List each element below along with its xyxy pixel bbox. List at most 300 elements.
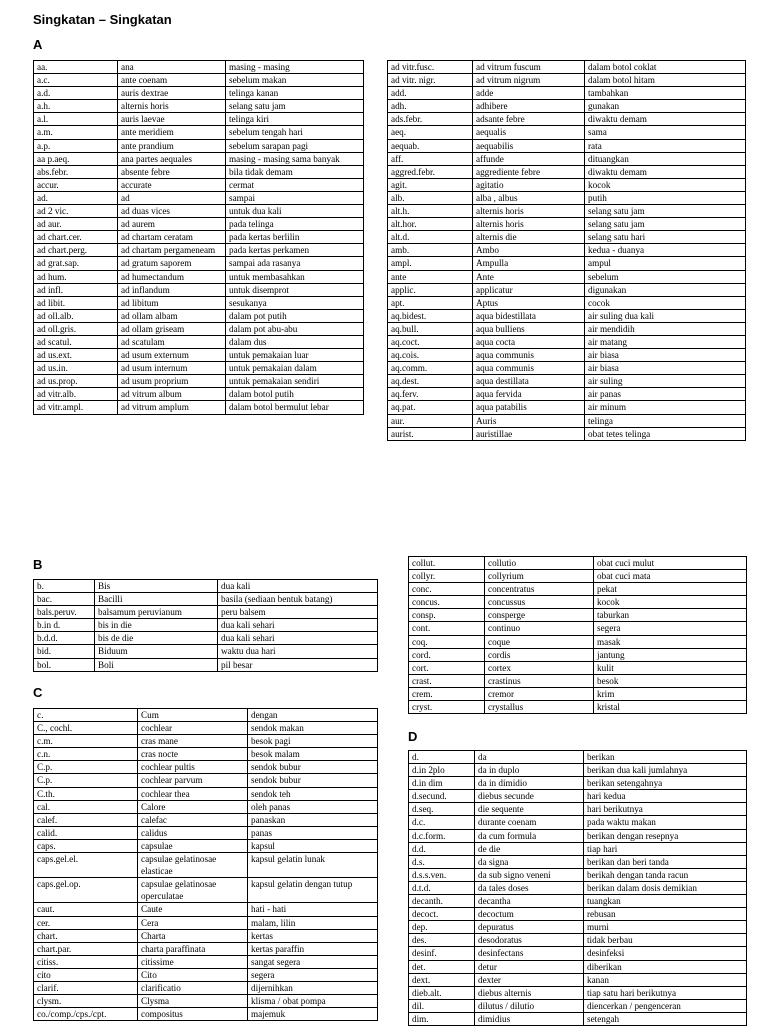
- abbreviation-cell: cont.: [409, 622, 485, 635]
- meaning-cell: sebelum tengah hari: [226, 126, 364, 139]
- meaning-cell: hari kedua: [584, 790, 747, 803]
- table-row: [409, 868, 747, 881]
- table-row: [388, 322, 746, 335]
- abbreviation-cell: ad oll.alb.: [34, 309, 118, 322]
- meaning-cell: obat tetes telinga: [585, 427, 746, 440]
- meaning-cell: sesukanya: [226, 296, 364, 309]
- latin-cell: aequalis: [473, 126, 585, 139]
- table-row: [388, 427, 746, 440]
- latin-cell: de die: [475, 842, 584, 855]
- meaning-cell: panas: [248, 826, 378, 839]
- table-row: [409, 635, 747, 648]
- abbreviation-cell: alt.h.: [388, 205, 473, 218]
- abbreviation-cell: d.seq.: [409, 803, 475, 816]
- abbreviation-cell: aq.dest.: [388, 375, 473, 388]
- latin-cell: auris laevae: [118, 113, 226, 126]
- meaning-cell: panaskan: [248, 813, 378, 826]
- latin-cell: agitatio: [473, 178, 585, 191]
- meaning-cell: dengan: [248, 709, 378, 722]
- abbreviation-cell: d.t.d.: [409, 881, 475, 894]
- meaning-cell: obat cuci mulut: [594, 557, 747, 570]
- table-row: [34, 309, 364, 322]
- abbreviation-cell: ad oll.gris.: [34, 322, 118, 335]
- meaning-cell: air minum: [585, 401, 746, 414]
- table-row: [34, 257, 364, 270]
- latin-cell: alternis horis: [118, 100, 226, 113]
- meaning-cell: basila (sediaan bentuk batang): [218, 593, 378, 606]
- meaning-cell: kapsul gelatin lunak: [248, 853, 378, 878]
- latin-cell: crystallus: [485, 701, 594, 714]
- meaning-cell: sendok bubur: [248, 774, 378, 787]
- abbreviation-cell: add.: [388, 87, 473, 100]
- abbreviation-cell: abs.febr.: [34, 165, 118, 178]
- abbreviation-cell: desinf.: [409, 947, 475, 960]
- latin-cell: da sub signo veneni: [475, 868, 584, 881]
- abbreviation-cell: co./comp./cps./cpt.: [34, 1008, 138, 1021]
- table-row: [409, 895, 747, 908]
- meaning-cell: pekat: [594, 583, 747, 596]
- abbreviation-cell: cryst.: [409, 701, 485, 714]
- table-row: [388, 349, 746, 362]
- abbreviation-cell: aa.: [34, 61, 118, 74]
- table-row: [409, 701, 747, 714]
- meaning-cell: untuk pemakaian sendiri: [226, 375, 364, 388]
- latin-cell: Clysma: [138, 995, 248, 1008]
- abbreviation-cell: alt.d.: [388, 231, 473, 244]
- abbreviation-cell: caut.: [34, 903, 138, 916]
- meaning-cell: kertas paraffin: [248, 942, 378, 955]
- latin-cell: cordis: [485, 648, 594, 661]
- abbreviation-cell: consp.: [409, 609, 485, 622]
- meaning-cell: waktu dua hari: [218, 645, 378, 658]
- table-row: [34, 61, 364, 74]
- abbreviation-cell: aeq.: [388, 126, 473, 139]
- section-heading-c: C: [33, 685, 43, 700]
- abbreviation-cell: d.s.: [409, 855, 475, 868]
- latin-cell: ad usum internum: [118, 362, 226, 375]
- latin-cell: aqua cocta: [473, 335, 585, 348]
- table-row: [409, 583, 747, 596]
- meaning-cell: murni: [584, 921, 747, 934]
- abbrev-table-c-right: [408, 556, 747, 714]
- latin-cell: da: [475, 751, 584, 764]
- abbreviation-cell: caps.gel.op.: [34, 878, 138, 903]
- latin-cell: aqua communis: [473, 362, 585, 375]
- abbreviation-cell: clarif.: [34, 981, 138, 994]
- abbreviation-cell: aq.ferv.: [388, 388, 473, 401]
- latin-cell: diebus alternis: [475, 986, 584, 999]
- table-row: [34, 126, 364, 139]
- table-row: [34, 322, 364, 335]
- meaning-cell: pada kertas berlilin: [226, 231, 364, 244]
- abbreviation-cell: b.in d.: [34, 619, 95, 632]
- latin-cell: cochlear thea: [138, 787, 248, 800]
- meaning-cell: pil besar: [218, 658, 378, 671]
- abbreviation-cell: ad vitr.alb.: [34, 388, 118, 401]
- meaning-cell: berikan dan beri tanda: [584, 855, 747, 868]
- meaning-cell: air suling dua kali: [585, 309, 746, 322]
- meaning-cell: hari berikutnya: [584, 803, 747, 816]
- abbreviation-cell: ads.febr.: [388, 113, 473, 126]
- meaning-cell: tidak berbau: [584, 934, 747, 947]
- latin-cell: cras nocte: [138, 748, 248, 761]
- meaning-cell: tiap satu hari berikutnya: [584, 986, 747, 999]
- table-row: [409, 570, 747, 583]
- abbreviation-cell: dep.: [409, 921, 475, 934]
- meaning-cell: kocok: [585, 178, 746, 191]
- abbreviation-cell: aff.: [388, 152, 473, 165]
- table-row: [409, 803, 747, 816]
- abbreviation-cell: ampl.: [388, 257, 473, 270]
- latin-cell: Ampulla: [473, 257, 585, 270]
- latin-cell: ad scatulam: [118, 335, 226, 348]
- table-row: [409, 816, 747, 829]
- meaning-cell: air suling: [585, 375, 746, 388]
- abbreviation-cell: d.s.s.ven.: [409, 868, 475, 881]
- abbreviation-cell: c.n.: [34, 748, 138, 761]
- abbreviation-cell: a.d.: [34, 87, 118, 100]
- abbreviation-cell: aur.: [388, 414, 473, 427]
- latin-cell: da signa: [475, 855, 584, 868]
- table-row: [409, 764, 747, 777]
- abbreviation-cell: bol.: [34, 658, 95, 671]
- latin-cell: cras mane: [138, 735, 248, 748]
- abbrev-table-a-right: [387, 60, 746, 441]
- latin-cell: coque: [485, 635, 594, 648]
- meaning-cell: dituangkan: [585, 152, 746, 165]
- table-row: [34, 139, 364, 152]
- meaning-cell: tuangkan: [584, 895, 747, 908]
- latin-cell: adhibere: [473, 100, 585, 113]
- abbreviation-cell: ad infl.: [34, 283, 118, 296]
- abbreviation-cell: c.m.: [34, 735, 138, 748]
- abbreviation-cell: amb.: [388, 244, 473, 257]
- latin-cell: compositus: [138, 1008, 248, 1021]
- meaning-cell: diberikan: [584, 960, 747, 973]
- table-row: [34, 388, 364, 401]
- abbreviation-cell: dil.: [409, 999, 475, 1012]
- meaning-cell: oleh panas: [248, 800, 378, 813]
- abbreviation-cell: citiss.: [34, 955, 138, 968]
- latin-cell: depuratus: [475, 921, 584, 934]
- meaning-cell: untuk dua kali: [226, 205, 364, 218]
- meaning-cell: kanan: [584, 973, 747, 986]
- abbrev-table-a-left: [33, 60, 364, 415]
- latin-cell: Charta: [138, 929, 248, 942]
- meaning-cell: berikan dalam dosis demikian: [584, 881, 747, 894]
- latin-cell: absente febre: [118, 165, 226, 178]
- meaning-cell: sebelum: [585, 270, 746, 283]
- table-row: [34, 942, 378, 955]
- table-row: [409, 557, 747, 570]
- meaning-cell: selang satu jam: [226, 100, 364, 113]
- latin-cell: Bis: [95, 580, 218, 593]
- table-row: [409, 751, 747, 764]
- meaning-cell: dalam pot abu-abu: [226, 322, 364, 335]
- meaning-cell: malam, lilin: [248, 916, 378, 929]
- table-row: [34, 593, 378, 606]
- table-row: [409, 596, 747, 609]
- table-row: [34, 401, 364, 414]
- abbreviation-cell: applic.: [388, 283, 473, 296]
- latin-cell: da in dimidio: [475, 777, 584, 790]
- abbreviation-cell: accur.: [34, 178, 118, 191]
- meaning-cell: bila tidak demam: [226, 165, 364, 178]
- abbreviation-cell: ad aur.: [34, 218, 118, 231]
- latin-cell: desodoratus: [475, 934, 584, 947]
- table-row: [409, 687, 747, 700]
- table-row: [388, 309, 746, 322]
- table-row: [34, 761, 378, 774]
- meaning-cell: pada waktu makan: [584, 816, 747, 829]
- meaning-cell: berikah dengan tanda racun: [584, 868, 747, 881]
- table-row: [388, 414, 746, 427]
- latin-cell: da in duplo: [475, 764, 584, 777]
- latin-cell: Aptus: [473, 296, 585, 309]
- meaning-cell: digunakan: [585, 283, 746, 296]
- abbreviation-cell: a.m.: [34, 126, 118, 139]
- meaning-cell: setengah: [584, 1012, 747, 1025]
- latin-cell: Cito: [138, 968, 248, 981]
- table-row: [34, 296, 364, 309]
- latin-cell: capsulae: [138, 839, 248, 852]
- abbreviation-cell: aq.coct.: [388, 335, 473, 348]
- abbreviation-cell: dieb.alt.: [409, 986, 475, 999]
- meaning-cell: telinga: [585, 414, 746, 427]
- meaning-cell: masing - masing: [226, 61, 364, 74]
- meaning-cell: air mendidih: [585, 322, 746, 335]
- latin-cell: ad usum proprium: [118, 375, 226, 388]
- table-row: [34, 955, 378, 968]
- meaning-cell: untuk pemakaian luar: [226, 349, 364, 362]
- meaning-cell: peru balsem: [218, 606, 378, 619]
- meaning-cell: pada kertas perkamen: [226, 244, 364, 257]
- table-row: [34, 826, 378, 839]
- latin-cell: ad gratum saporem: [118, 257, 226, 270]
- latin-cell: charta paraffinata: [138, 942, 248, 955]
- meaning-cell: dua kali sehari: [218, 619, 378, 632]
- abbreviation-cell: ad vitr. nigr.: [388, 74, 473, 87]
- table-row: [34, 981, 378, 994]
- abbreviation-cell: conc.: [409, 583, 485, 596]
- abbreviation-cell: a.l.: [34, 113, 118, 126]
- table-row: [409, 973, 747, 986]
- abbreviation-cell: aq.bidest.: [388, 309, 473, 322]
- latin-cell: Boli: [95, 658, 218, 671]
- table-row: [34, 113, 364, 126]
- meaning-cell: sendok teh: [248, 787, 378, 800]
- latin-cell: Cum: [138, 709, 248, 722]
- abbreviation-cell: adh.: [388, 100, 473, 113]
- latin-cell: aequabilis: [473, 139, 585, 152]
- latin-cell: adsante febre: [473, 113, 585, 126]
- latin-cell: aqua bidestillata: [473, 309, 585, 322]
- abbreviation-cell: calef.: [34, 813, 138, 826]
- table-row: [388, 296, 746, 309]
- latin-cell: Bacilli: [95, 593, 218, 606]
- abbreviation-cell: chart.: [34, 929, 138, 942]
- table-row: [388, 87, 746, 100]
- latin-cell: capsulae gelatinosae operculatae: [138, 878, 248, 903]
- table-row: [34, 74, 364, 87]
- latin-cell: detur: [475, 960, 584, 973]
- table-row: [388, 139, 746, 152]
- meaning-cell: sebelum makan: [226, 74, 364, 87]
- abbreviation-cell: crem.: [409, 687, 485, 700]
- table-row: [409, 855, 747, 868]
- meaning-cell: hati - hati: [248, 903, 378, 916]
- abbrev-table-c-left: [33, 708, 378, 1021]
- abbreviation-cell: cer.: [34, 916, 138, 929]
- table-row: [409, 648, 747, 661]
- meaning-cell: klisma / obat pompa: [248, 995, 378, 1008]
- latin-cell: decantha: [475, 895, 584, 908]
- abbreviation-cell: a.p.: [34, 139, 118, 152]
- table-row: [388, 74, 746, 87]
- abbreviation-cell: agit.: [388, 178, 473, 191]
- table-row: [34, 205, 364, 218]
- latin-cell: Calore: [138, 800, 248, 813]
- abbreviation-cell: ad vitr.fusc.: [388, 61, 473, 74]
- table-row: [409, 881, 747, 894]
- abbreviation-cell: chart.par.: [34, 942, 138, 955]
- latin-cell: clarificatio: [138, 981, 248, 994]
- latin-cell: capsulae gelatinosae elasticae: [138, 853, 248, 878]
- table-row: [34, 100, 364, 113]
- latin-cell: continuo: [485, 622, 594, 635]
- meaning-cell: besok malam: [248, 748, 378, 761]
- table-row: [409, 999, 747, 1012]
- table-row: [34, 813, 378, 826]
- meaning-cell: berikan dua kali jumlahnya: [584, 764, 747, 777]
- abbreviation-cell: ad chart.perg.: [34, 244, 118, 257]
- latin-cell: auris dextrae: [118, 87, 226, 100]
- table-row: [34, 152, 364, 165]
- table-row: [409, 908, 747, 921]
- latin-cell: cochlear: [138, 722, 248, 735]
- table-row: [388, 231, 746, 244]
- latin-cell: desinfectans: [475, 947, 584, 960]
- latin-cell: ana: [118, 61, 226, 74]
- latin-cell: decoctum: [475, 908, 584, 921]
- meaning-cell: sampai ada rasanya: [226, 257, 364, 270]
- latin-cell: collutio: [485, 557, 594, 570]
- meaning-cell: majemuk: [248, 1008, 378, 1021]
- latin-cell: Biduum: [95, 645, 218, 658]
- abbreviation-cell: calid.: [34, 826, 138, 839]
- abbreviation-cell: cord.: [409, 648, 485, 661]
- latin-cell: ad usum externum: [118, 349, 226, 362]
- table-row: [388, 375, 746, 388]
- abbreviation-cell: b.: [34, 580, 95, 593]
- table-row: [34, 165, 364, 178]
- abbrev-table-d: [408, 750, 747, 1026]
- meaning-cell: segera: [248, 968, 378, 981]
- table-row: [409, 986, 747, 999]
- latin-cell: Auris: [473, 414, 585, 427]
- latin-cell: ad duas vices: [118, 205, 226, 218]
- abbreviation-cell: C.p.: [34, 761, 138, 774]
- abbreviation-cell: a.c.: [34, 74, 118, 87]
- meaning-cell: kapsul: [248, 839, 378, 852]
- table-row: [34, 968, 378, 981]
- latin-cell: Caute: [138, 903, 248, 916]
- abbreviation-cell: d.secund.: [409, 790, 475, 803]
- abbreviation-cell: ad vitr.ampl.: [34, 401, 118, 414]
- latin-cell: concentratus: [485, 583, 594, 596]
- abbreviation-cell: aggred.febr.: [388, 165, 473, 178]
- latin-cell: da tales doses: [475, 881, 584, 894]
- latin-cell: die sequente: [475, 803, 584, 816]
- meaning-cell: berikan dengan resepnya: [584, 829, 747, 842]
- meaning-cell: selang satu jam: [585, 218, 746, 231]
- section-heading-a: A: [33, 37, 43, 52]
- latin-cell: concussus: [485, 596, 594, 609]
- meaning-cell: tambahkan: [585, 87, 746, 100]
- latin-cell: collyrium: [485, 570, 594, 583]
- meaning-cell: air panas: [585, 388, 746, 401]
- table-row: [34, 658, 378, 671]
- table-row: [34, 244, 364, 257]
- abbreviation-cell: bals.peruv.: [34, 606, 95, 619]
- latin-cell: affunde: [473, 152, 585, 165]
- table-row: [409, 622, 747, 635]
- latin-cell: aqua fervida: [473, 388, 585, 401]
- latin-cell: adde: [473, 87, 585, 100]
- latin-cell: aqua destillata: [473, 375, 585, 388]
- latin-cell: balsamum peruvianum: [95, 606, 218, 619]
- meaning-cell: kulit: [594, 661, 747, 674]
- abbreviation-cell: ad grat.sap.: [34, 257, 118, 270]
- meaning-cell: air biasa: [585, 349, 746, 362]
- meaning-cell: berikan setengahnya: [584, 777, 747, 790]
- table-row: [409, 790, 747, 803]
- section-heading-b: B: [33, 557, 43, 572]
- meaning-cell: sebelum sarapan pagi: [226, 139, 364, 152]
- table-row: [388, 126, 746, 139]
- table-row: [34, 1008, 378, 1021]
- abbreviation-cell: aequab.: [388, 139, 473, 152]
- meaning-cell: besok pagi: [248, 735, 378, 748]
- latin-cell: ad vitrum amplum: [118, 401, 226, 414]
- abbreviation-cell: ad chart.cer.: [34, 231, 118, 244]
- abbreviation-cell: C.p.: [34, 774, 138, 787]
- meaning-cell: cocok: [585, 296, 746, 309]
- meaning-cell: selang satu jam: [585, 205, 746, 218]
- abbreviation-cell: d.d.: [409, 842, 475, 855]
- latin-cell: dimidius: [475, 1012, 584, 1025]
- table-row: [388, 283, 746, 296]
- table-row: [34, 709, 378, 722]
- latin-cell: aggrediente febre: [473, 165, 585, 178]
- meaning-cell: dalam pot putih: [226, 309, 364, 322]
- meaning-cell: untuk pemakaian dalam: [226, 362, 364, 375]
- meaning-cell: segera: [594, 622, 747, 635]
- abbreviation-cell: ad libit.: [34, 296, 118, 309]
- meaning-cell: dijernihkan: [248, 981, 378, 994]
- meaning-cell: dua kali sehari: [218, 632, 378, 645]
- table-row: [34, 722, 378, 735]
- abbreviation-cell: a.h.: [34, 100, 118, 113]
- latin-cell: ad chartam pergameneam: [118, 244, 226, 257]
- meaning-cell: dalam dus: [226, 335, 364, 348]
- latin-cell: ad ollam griseam: [118, 322, 226, 335]
- latin-cell: Cera: [138, 916, 248, 929]
- meaning-cell: untuk membasahkan: [226, 270, 364, 283]
- abbreviation-cell: b.d.d.: [34, 632, 95, 645]
- latin-cell: ad chartam ceratam: [118, 231, 226, 244]
- table-row: [34, 270, 364, 283]
